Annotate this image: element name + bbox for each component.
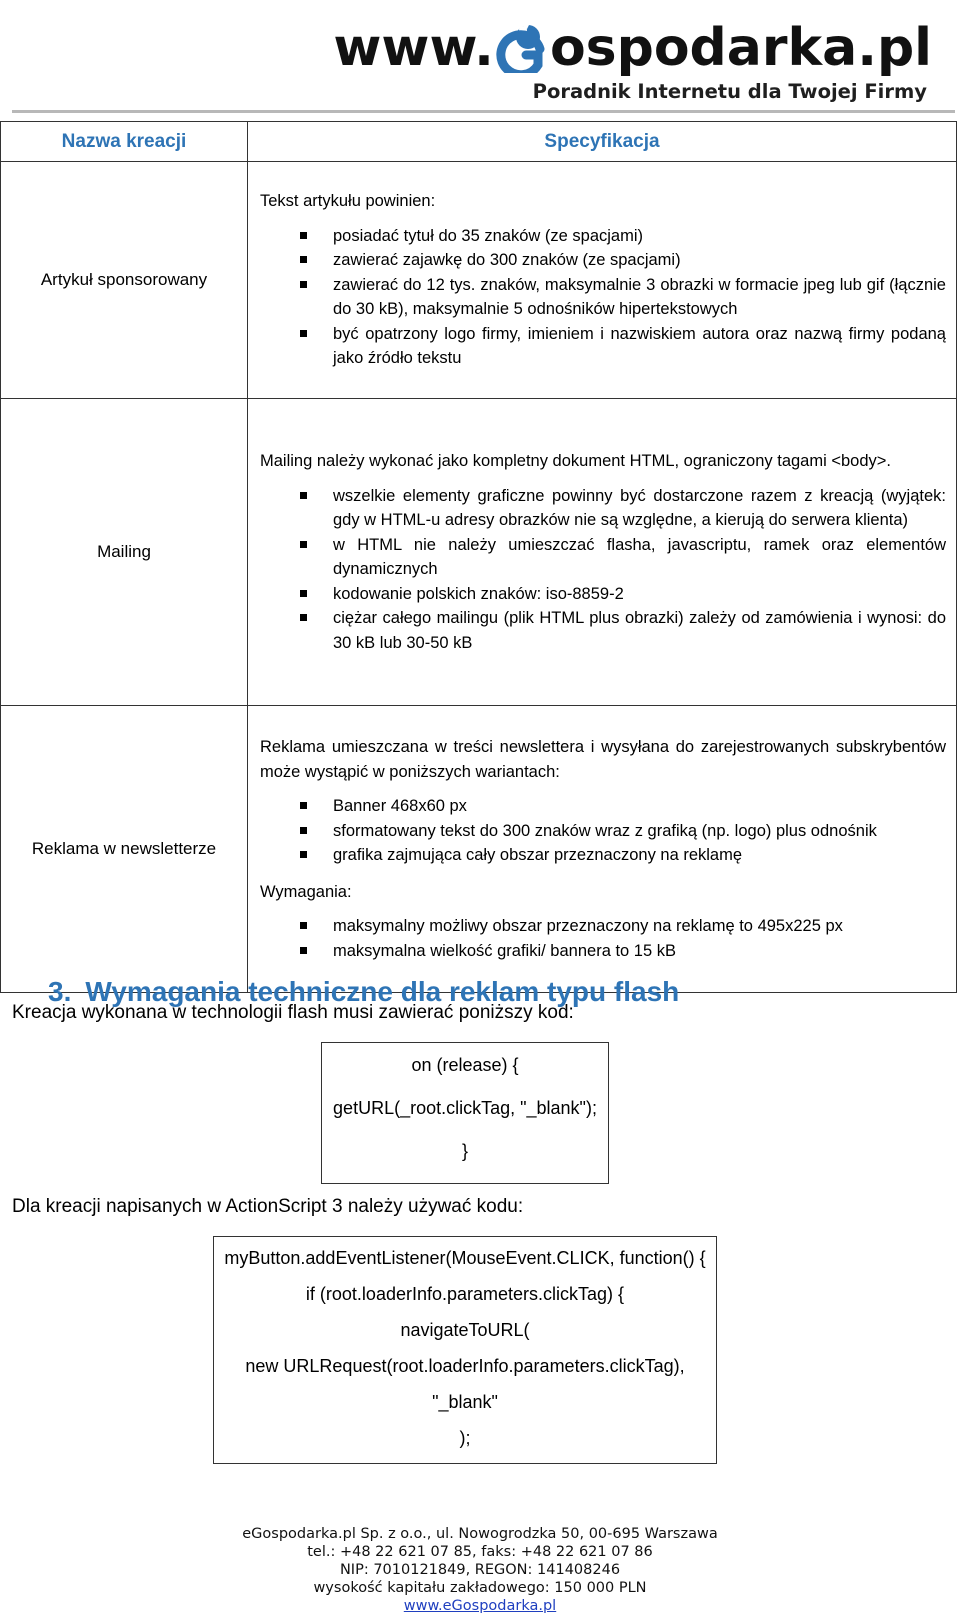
section-number: 3. bbox=[48, 976, 72, 1007]
list-item: być opatrzony logo firmy, imieniem i nazwiskiem autora oraz nazwą firmy podaną jako źródło tekstu bbox=[300, 322, 946, 371]
egospodarka-logo-icon bbox=[492, 19, 554, 73]
code-line: if (root.loaderInfo.parameters.clickTag) { bbox=[305, 1284, 625, 1304]
footer-line: wysokość kapitału zakładowego: 150 000 PLN bbox=[313, 1580, 647, 1596]
spec-intro: Tekst artykułu powinien: bbox=[260, 192, 436, 211]
as3-code-intro: Dla kreacji napisanych w ActionScript 3 należy używać kodu: bbox=[12, 1196, 524, 1217]
code-box-as3 bbox=[213, 1236, 717, 1464]
code-line: } bbox=[461, 1141, 468, 1161]
page-header bbox=[0, 0, 960, 118]
spec-intro: Mailing należy wykonać jako kompletny dokument HTML, ograniczony tagami <body>. bbox=[260, 452, 891, 470]
code-line: myButton.addEventListener(MouseEvent.CLICK, function() { bbox=[224, 1248, 706, 1268]
column-header-spec: Specyfikacja bbox=[248, 122, 957, 162]
creative-name: Artykuł sponsorowany bbox=[1, 162, 248, 399]
code-line: on (release) { bbox=[411, 1055, 519, 1075]
section-title: Wymagania techniczne dla reklam typu flash bbox=[85, 976, 680, 1007]
spec-intro: Reklama umieszczana w treści newslettera i wysyłana do zarejestrowanych subskrybentów może wystąpić w poniższych wariantach: bbox=[260, 738, 946, 781]
code-line: new URLRequest(root.loaderInfo.parameters.clickTag), bbox=[245, 1356, 685, 1376]
specification-table bbox=[0, 121, 957, 993]
page-footer bbox=[0, 1525, 960, 1615]
footer-line: tel.: +48 22 621 07 85, faks: +48 22 621 07 86 bbox=[307, 1544, 653, 1560]
table-row bbox=[1, 706, 957, 993]
spec-cell bbox=[248, 706, 957, 993]
code-box-flash bbox=[321, 1042, 609, 1184]
logo-prefix: www. bbox=[333, 18, 494, 78]
logo-tagline: Poradnik Internetu dla Twojej Firmy bbox=[532, 80, 927, 103]
spec-cell bbox=[248, 162, 957, 399]
column-header-name: Nazwa kreacji bbox=[1, 122, 248, 162]
list-item: maksymalna wielkość grafiki/ bannera to 15 kB bbox=[300, 939, 946, 964]
spec-list bbox=[260, 794, 946, 868]
code-line: navigateToURL( bbox=[400, 1320, 530, 1340]
spec-list bbox=[260, 224, 946, 371]
site-logo[interactable] bbox=[333, 18, 932, 78]
creative-name: Mailing bbox=[1, 399, 248, 706]
creative-name: Reklama w newsletterze bbox=[1, 706, 248, 993]
requirements-heading: Wymagania: bbox=[260, 882, 352, 901]
list-item: zawierać zajawkę do 300 znaków (ze spacjami) bbox=[300, 248, 946, 273]
list-item: wszelkie elementy graficzne powinny być dostarczone razem z kreacją (wyjątek: gdy w HTML-u adresy obrazków nie są względne, a kierują do serwera klienta) bbox=[300, 484, 946, 533]
requirements-list bbox=[260, 914, 946, 963]
list-item: sformatowany tekst do 300 znaków wraz z grafiką (np. logo) plus odnośnik bbox=[300, 819, 946, 844]
flash-code-intro: Kreacja wykonana w technologii flash musi zawierać poniższy kod: bbox=[12, 1002, 574, 1023]
list-item: posiadać tytuł do 35 znaków (ze spacjami) bbox=[300, 224, 946, 249]
list-item: w HTML nie należy umieszczać flasha, javascriptu, ramek oraz elementów dynamicznych bbox=[300, 533, 946, 582]
footer-website-link[interactable]: www.eGospodarka.pl bbox=[403, 1598, 557, 1614]
list-item: zawierać do 12 tys. znaków, maksymalnie 3 obrazki w formacie jpeg lub gif (łącznie do 30 kB), maksymalnie 5 odnośników hipertekstowych bbox=[300, 273, 946, 322]
code-line: "_blank" bbox=[432, 1392, 498, 1412]
code-line: ); bbox=[459, 1428, 471, 1448]
header-divider bbox=[12, 110, 955, 113]
table-row bbox=[1, 162, 957, 399]
spec-list bbox=[260, 484, 946, 656]
list-item: maksymalny możliwy obszar przeznaczony na reklamę to 495x225 px bbox=[300, 914, 946, 939]
list-item: ciężar całego mailingu (plik HTML plus obrazki) zależy od zamówienia i wynosi: do 30 kB lub 30-50 kB bbox=[300, 606, 946, 655]
code-line: getURL(_root.clickTag, "_blank"); bbox=[333, 1098, 597, 1118]
list-item: Banner 468x60 px bbox=[300, 794, 946, 819]
footer-line: NIP: 7010121849, REGON: 141408246 bbox=[339, 1562, 621, 1578]
logo-rest: ospodarka.pl bbox=[549, 18, 932, 78]
list-item: grafika zajmująca cały obszar przeznaczony na reklamę bbox=[300, 843, 946, 868]
table-row bbox=[1, 399, 957, 706]
table-header-row bbox=[1, 122, 957, 162]
list-item: kodowanie polskich znaków: iso-8859-2 bbox=[300, 582, 946, 607]
spec-cell bbox=[248, 399, 957, 706]
footer-line: eGospodarka.pl Sp. z o.o., ul. Nowogrodzka 50, 00-695 Warszawa bbox=[242, 1526, 718, 1542]
